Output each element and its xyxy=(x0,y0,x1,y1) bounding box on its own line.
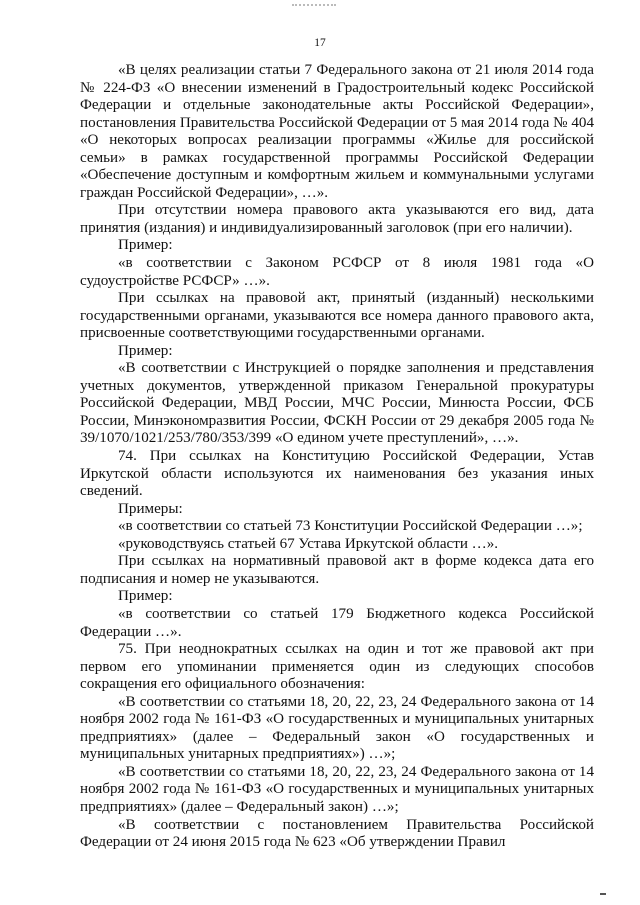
paragraph-example-budget-code: «в соответствии со статьей 179 Бюджетного кодекса Российской Федерации …». xyxy=(80,605,594,640)
paragraph-example-constitution: «в соответствии со статьей 73 Конституции Российской Федерации …»; xyxy=(118,518,583,535)
paragraph-example-161fz-short: «В соответствии со статьями 18, 20, 22, 23, 24 Федерального закона от 14 ноября 2002 года № 161-ФЗ «О государственных и муниципальных унитарных предприятиях» (далее – Федеральный закон) …»; xyxy=(80,763,594,815)
paragraph-examples-label: Примеры: xyxy=(118,500,183,517)
paragraph-item-75: 75. При неоднократных ссылках на один и тот же правовой акт при первом его упоминании применяется один из следующих способов сокращения его официального обозначения: xyxy=(80,641,594,693)
paragraph-example-instruction: «В соответствии с Инструкцией о порядке заполнения и представления учетных документов, утвержденной приказом Генеральной прокуратуры Российской Федерации, МВД России, МЧС России, Минюста России, ФСБ России, Минэкономразвития России, ФСКН России от 29 декабря 2005 года № 39/1070/1021/253/780/353/399 «О едином учете преступлений», …». xyxy=(80,360,594,447)
paragraph-example-label: Пример: xyxy=(118,237,173,254)
paragraph-no-number-rule: При отсутствии номера правового акта указываются его вид, дата принятия (издания) и индивидуализированный заголовок (при его наличии). xyxy=(80,202,594,236)
paragraph-multiple-bodies-rule: При ссылках на правовой акт, принятый (изданный) несколькими государственными органами, указываются все номера данного правового акта, присвоенные соответствующими государственными органами. xyxy=(80,290,594,342)
scan-artifact-corner xyxy=(600,893,606,895)
paragraph-example-label: Пример: xyxy=(118,342,173,359)
paragraph-example-label: Пример: xyxy=(118,588,173,605)
paragraph-example-decree-623: «В соответствии с постановлением Правительства Российской Федерации от 24 июня 2015 года № 623 «Об утверждении Правил xyxy=(80,816,594,851)
scan-artifact-top xyxy=(292,0,336,6)
paragraph-example-charter: «руководствуясь статьей 67 Устава Иркутской области …». xyxy=(118,535,499,552)
paragraph-example-rsfsr: «в соответствии с Законом РСФСР от 8 июля 1981 года «О судоустройстве РСФСР» …». xyxy=(80,255,594,289)
paragraph-item-74: 74. При ссылках на Конституцию Российской Федерации, Устав Иркутской области используются их наименования без указания иных сведений. xyxy=(80,448,594,500)
paragraph-example-161fz-full: «В соответствии со статьями 18, 20, 22, 23, 24 Федерального закона от 14 ноября 2002 года № 161-ФЗ «О государственных и муниципальных унитарных предприятиях» (далее – Федеральный закон «О государственных и муниципальных унитарных предприятиях») …»; xyxy=(80,693,594,763)
document-body xyxy=(80,62,594,852)
paragraph-quote-224fz: «В целях реализации статьи 7 Федерального закона от 21 июля 2014 года № 224-ФЗ «О внесении изменений в Градостроительный кодекс Российской Федерации и отдельные законодательные акты Российской Федерации», постановления Правительства Российской Федерации от 5 мая 2014 года № 404 «О некоторых вопросах реализации программы «Жилье для российской семьи» в рамках государственной программы Российской Федерации «Обеспечение доступным и комфортным жильем и коммунальными услугами граждан Российской Федерации», …». xyxy=(80,62,594,201)
page-number: 17 xyxy=(314,37,326,49)
paragraph-code-rule: При ссылках на нормативный правовой акт в форме кодекса дата его подписания и номер не указываются. xyxy=(80,553,594,587)
